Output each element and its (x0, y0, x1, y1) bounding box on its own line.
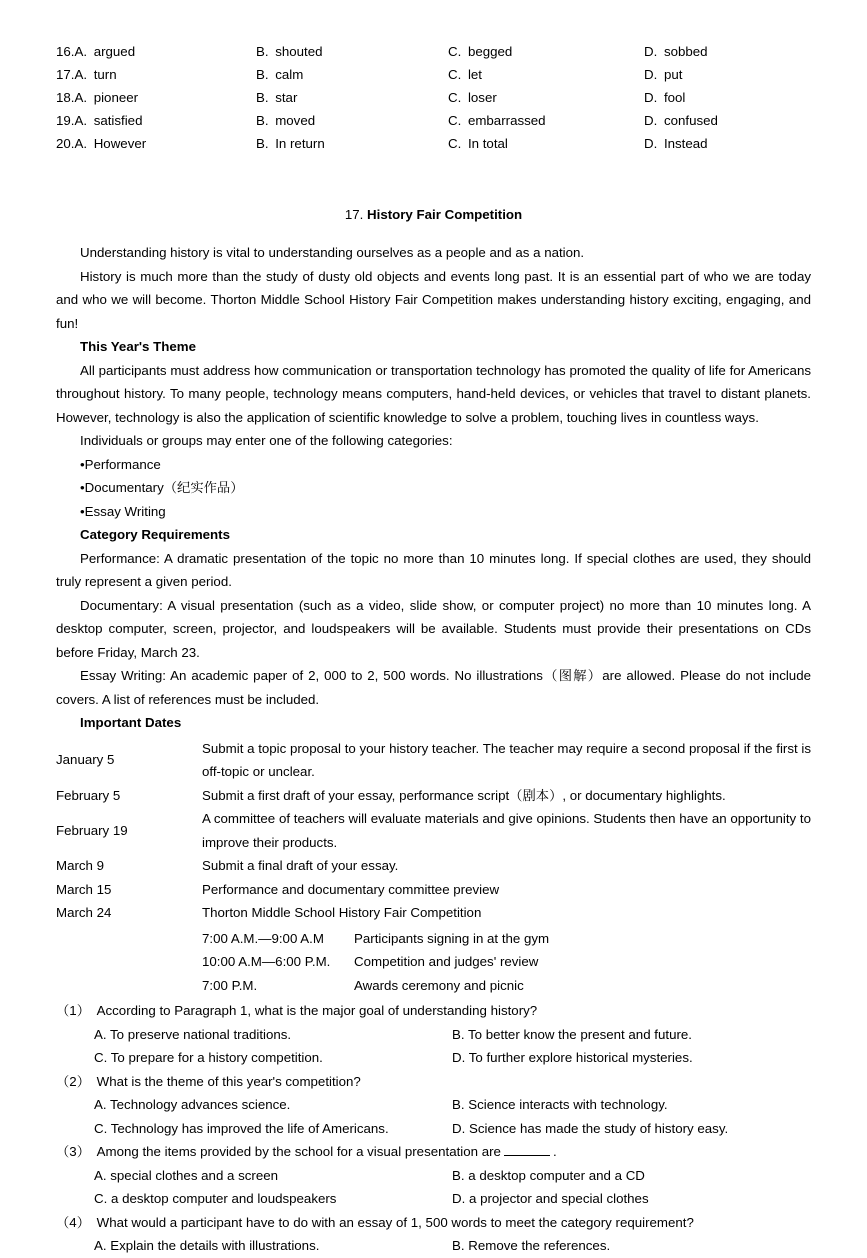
cloze-option-c[interactable]: C. begged (448, 44, 513, 59)
question-option-row (56, 1093, 811, 1117)
answer-blank[interactable] (504, 1144, 550, 1156)
date-description-cell: Submit a topic proposal to your history teacher. The teacher may require a second proposal if the first is off-topic or unclear. (202, 740, 811, 779)
question-option-row (56, 1187, 811, 1211)
question-text: According to Paragraph 1, what is the major goal of understanding history? (96, 1003, 538, 1018)
passage-paragraph-4: Individuals or groups may enter one of the following categories: (80, 433, 453, 448)
question-option[interactable]: B. To better know the present and future. (452, 1026, 692, 1042)
schedule-event: Competition and judges' review (354, 954, 539, 969)
cloze-option-c[interactable]: C. embarrassed (448, 113, 546, 128)
cloze-row (56, 109, 811, 132)
cloze-option-d[interactable]: D. fool (644, 90, 686, 105)
date-cell: February 5 (56, 787, 121, 803)
cloze-option-b[interactable]: B. In return (256, 136, 325, 151)
cloze-row (56, 86, 811, 109)
question-option[interactable]: A. special clothes and a screen (94, 1167, 279, 1183)
question-option[interactable]: A. Technology advances science. (94, 1097, 291, 1112)
cloze-option-d[interactable]: D. confused (644, 113, 718, 128)
cloze-option-b[interactable]: B. calm (256, 67, 304, 82)
date-cell: March 9 (56, 858, 105, 873)
schedule-event: Awards ceremony and picnic (354, 977, 524, 993)
requirement-essay-writing: Essay Writing: An academic paper of 2, 000 to 2, 500 words. No illustrations（图解）are allowed. Please do not include covers. A list of references must be included. (56, 668, 811, 707)
schedule-time: 10:00 A.M—6:00 P.M. (202, 954, 331, 969)
question-stem (56, 1070, 811, 1094)
question-option[interactable]: A. Explain the details with illustrations. (94, 1238, 320, 1253)
schedule-time: 7:00 A.M.—9:00 A.M (202, 930, 324, 946)
date-cell: January 5 (56, 752, 115, 768)
question-option-row (56, 1023, 811, 1047)
category-requirements-heading: Category Requirements (80, 527, 230, 542)
competition-schedule (56, 927, 811, 998)
cloze-option-b[interactable]: B. star (256, 90, 298, 105)
question-number: （4） (56, 1214, 97, 1230)
passage-paragraph-2: History is much more than the study of dusty old objects and events long past. It is an essential part of who we are today and who we will become. Thorton Middle School History Fair Competition makes understanding history exciting, engaging, and fun! (56, 268, 811, 331)
question-stem (56, 999, 811, 1023)
cloze-option-a[interactable]: 16.A. argued (56, 44, 136, 59)
question-option[interactable]: B. a desktop computer and a CD (452, 1167, 645, 1183)
table-row (56, 878, 811, 902)
question-option-row (56, 1117, 811, 1141)
question-option-row (56, 1234, 811, 1258)
question-option[interactable]: B. Science interacts with technology. (452, 1097, 668, 1112)
cloze-option-b[interactable]: B. shouted (256, 44, 323, 59)
schedule-event: Participants signing in at the gym (354, 930, 550, 946)
cloze-option-d[interactable]: D. Instead (644, 136, 708, 151)
table-row (56, 784, 811, 808)
date-description-cell: Performance and documentary committee preview (202, 881, 500, 897)
important-dates-table (56, 737, 811, 925)
category-bullet-documentary: •Documentary（纪实作品） (80, 480, 244, 495)
passage-paragraph-1: Understanding history is vital to understanding ourselves as a people and as a nation. (80, 245, 585, 260)
table-row (56, 854, 811, 878)
question-option[interactable]: A. To preserve national traditions. (94, 1026, 292, 1042)
question-option[interactable]: C. a desktop computer and loudspeakers (94, 1191, 337, 1206)
cloze-option-d[interactable]: D. sobbed (644, 44, 708, 59)
cloze-row (56, 40, 811, 63)
date-description-cell: Submit a final draft of your essay. (202, 858, 399, 873)
table-row (56, 901, 811, 925)
table-row (56, 737, 811, 784)
passage-title (56, 205, 811, 225)
category-bullet-performance: •Performance (80, 456, 161, 472)
question-text-suffix: . (552, 1144, 557, 1159)
passage-number: 17. (344, 207, 364, 222)
question-text: What would a participant have to do with an essay of 1, 500 words to meet the category requirement? (96, 1214, 694, 1230)
category-bullet-essay-writing: •Essay Writing (80, 503, 166, 519)
question-option[interactable]: D. To further explore historical mysteries. (452, 1050, 693, 1065)
questions-section (56, 999, 811, 1258)
cloze-option-c[interactable]: C. In total (448, 136, 508, 151)
question-option[interactable]: B. Remove the references. (452, 1238, 611, 1253)
table-row (56, 807, 811, 854)
date-cell: February 19 (56, 822, 128, 838)
question-option[interactable]: D. a projector and special clothes (452, 1191, 649, 1206)
date-description-cell: Thorton Middle School History Fair Competition (202, 905, 482, 920)
date-cell: March 24 (56, 905, 112, 920)
question-text: Among the items provided by the school for a visual presentation are (96, 1144, 501, 1159)
passage-title-text: History Fair Competition (367, 207, 523, 222)
cloze-option-a[interactable]: 17.A. turn (56, 67, 117, 82)
important-dates-heading: Important Dates (80, 715, 182, 730)
cloze-options-block (56, 40, 811, 155)
schedule-row (56, 927, 811, 951)
question-number: （2） (56, 1073, 97, 1089)
cloze-option-a[interactable]: 19.A. satisfied (56, 113, 143, 128)
date-description-cell: A committee of teachers will evaluate materials and give opinions. Students then have an opportunity to improve their products. (202, 811, 811, 850)
question-text: What is the theme of this year's competition? (96, 1073, 361, 1089)
question-number: （1） (56, 1003, 97, 1018)
question-option[interactable]: C. To prepare for a history competition. (94, 1050, 323, 1065)
schedule-row (56, 950, 811, 974)
schedule-time: 7:00 P.M. (202, 977, 258, 993)
question-option-row (56, 1046, 811, 1070)
theme-heading: This Year's Theme (80, 339, 196, 354)
question-option-row (56, 1164, 811, 1188)
date-cell: March 15 (56, 881, 112, 897)
cloze-row (56, 63, 811, 86)
cloze-option-b[interactable]: B. moved (256, 113, 316, 128)
cloze-row (56, 132, 811, 155)
question-stem (56, 1211, 811, 1235)
question-option[interactable]: D. Science has made the study of history easy. (452, 1120, 729, 1136)
cloze-option-a[interactable]: 18.A. pioneer (56, 90, 139, 105)
cloze-option-c[interactable]: C. loser (448, 90, 497, 105)
question-option[interactable]: C. Technology has improved the life of Americans. (94, 1120, 389, 1136)
cloze-option-d[interactable]: D. put (644, 67, 683, 82)
schedule-row (56, 974, 811, 998)
cloze-option-a[interactable]: 20.A. However (56, 136, 147, 151)
requirement-performance: Performance: A dramatic presentation of the topic no more than 10 minutes long. If special clothes are used, they should truly represent a given period. (56, 550, 811, 589)
question-stem (56, 1140, 811, 1164)
requirement-documentary: Documentary: A visual presentation (such as a video, slide show, or computer project) no more than 10 minutes long. A desktop computer, screen, projector, and loudspeakers will be available. Students must provide their presentations on CDs before Friday, March 23. (56, 597, 811, 660)
question-number: （3） (56, 1144, 97, 1159)
cloze-option-c[interactable]: C. let (448, 67, 482, 82)
date-description-cell: Submit a first draft of your essay, performance script（剧本）, or documentary highlights. (202, 787, 726, 803)
passage-paragraph-3: All participants must address how communication or transportation technology has promoted the quality of life for Americans throughout history. To many people, technology means computers, hand-held devices, or vehicles that travel to distant planets. However, technology is also the application of scientific knowledge to solve a problem, touching lives in countless ways. (56, 362, 811, 425)
